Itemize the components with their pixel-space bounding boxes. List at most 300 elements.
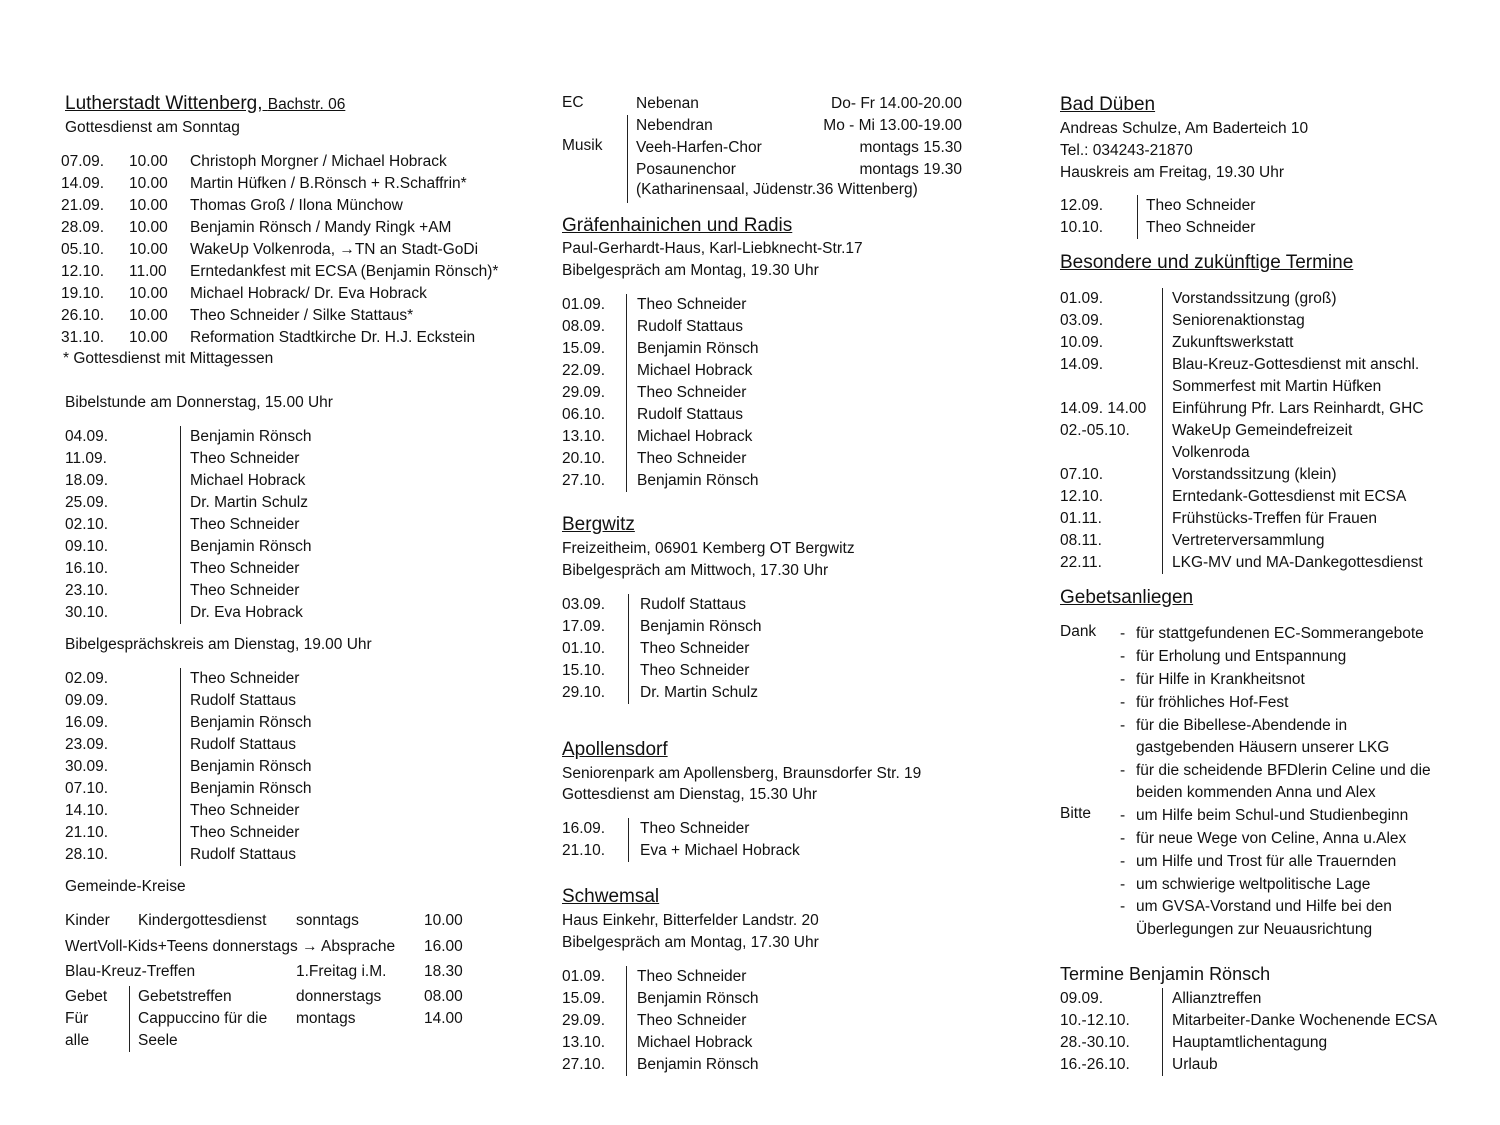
service-time: 10.00 xyxy=(129,307,168,324)
list-item xyxy=(1060,195,1480,217)
entry-date: 15.09. xyxy=(562,340,606,357)
service-date: 05.10. xyxy=(61,241,105,258)
termin-text: Vertreterversammlung xyxy=(1172,532,1325,549)
entry-name: Theo Schneider xyxy=(190,516,300,533)
entry-date: 23.10. xyxy=(65,582,109,599)
service-date: 14.09. xyxy=(61,175,105,192)
prayer-text: um schwierige weltpolitische Lage xyxy=(1136,876,1371,893)
termin-date: 12.10. xyxy=(1060,488,1104,505)
section-title-wittenberg xyxy=(65,93,345,115)
termin-date: 03.09. xyxy=(1060,312,1104,329)
entry-date: 27.10. xyxy=(562,1056,606,1073)
ec-row-time: montags 15.30 xyxy=(859,139,962,156)
list-item xyxy=(562,93,982,115)
service-date: 21.09. xyxy=(61,197,105,214)
list-item xyxy=(1060,1010,1480,1032)
list-item xyxy=(562,1054,982,1076)
list-item xyxy=(562,294,982,316)
list-item xyxy=(562,682,982,704)
entry-name: Benjamin Rönsch xyxy=(190,714,312,731)
prayer-line xyxy=(1060,828,1480,850)
list-item xyxy=(1060,552,1480,574)
service-time: 10.00 xyxy=(129,285,168,302)
service-time: 10.00 xyxy=(129,219,168,236)
entry-name: Benjamin Rönsch xyxy=(637,990,759,1007)
termin-text: Urlaub xyxy=(1172,1056,1218,1073)
list-item xyxy=(562,404,982,426)
kreise-title: Gemeinde-Kreise xyxy=(65,878,186,895)
entry-name: Benjamin Rönsch xyxy=(190,428,312,445)
entry-name: Theo Schneider xyxy=(190,560,300,577)
list-item xyxy=(1060,310,1480,332)
entry-date: 14.10. xyxy=(65,802,109,819)
entry-date: 02.09. xyxy=(65,670,109,687)
entry-date: 22.09. xyxy=(562,362,606,379)
termin-date: 10.-12.10. xyxy=(1060,1012,1130,1029)
termin-date: 01.11. xyxy=(1060,510,1102,527)
entry-date: 01.09. xyxy=(562,968,606,985)
prayer-dash: - xyxy=(1120,853,1126,870)
list-item xyxy=(60,305,530,327)
badduebn-subtitle: Hauskreis am Freitag, 19.30 Uhr xyxy=(1060,164,1284,181)
prayer-line xyxy=(1060,896,1480,918)
service-text: Reformation Stadtkirche Dr. H.J. Eckstein xyxy=(190,329,476,346)
list-item xyxy=(562,115,982,137)
prayer-dash: - xyxy=(1120,625,1126,642)
list-item xyxy=(1060,464,1480,486)
entry-date: 16.09. xyxy=(562,820,606,837)
service-date: 12.10. xyxy=(61,263,105,280)
entry-name: Theo Schneider xyxy=(637,384,747,401)
schwemsal-address: Haus Einkehr, Bitterfelder Landstr. 20 xyxy=(562,912,819,929)
gebet-label-2: Für xyxy=(65,1010,89,1027)
schwemsal-subtitle: Bibelgespräch am Montag, 17.30 Uhr xyxy=(562,934,819,951)
list-item xyxy=(1060,486,1480,508)
termin-date: 01.09. xyxy=(1060,290,1104,307)
entry-date: 20.10. xyxy=(562,450,606,467)
entry-name: Benjamin Rönsch xyxy=(637,1056,759,1073)
list-item xyxy=(60,536,530,558)
entry-name: Rudolf Stattaus xyxy=(190,692,296,709)
entry-name: Michael Hobrack xyxy=(190,472,306,489)
graefenhainichen-title: Gräfenhainichen und Radis xyxy=(562,215,793,236)
termin-text: Volkenroda xyxy=(1172,444,1250,461)
termin-date: 28.-30.10. xyxy=(1060,1034,1130,1051)
termin-text: Zukunftswerkstatt xyxy=(1172,334,1294,351)
entry-date: 12.09. xyxy=(1060,197,1104,214)
list-item xyxy=(562,660,982,682)
list-item xyxy=(1060,1054,1480,1076)
entry-name: Michael Hobrack xyxy=(637,1034,753,1051)
list-item xyxy=(562,1010,982,1032)
list-item xyxy=(60,844,530,866)
list-item xyxy=(60,283,530,305)
entry-date: 09.10. xyxy=(65,538,109,555)
service-date: 28.09. xyxy=(61,219,105,236)
cappuccino-name-1: Cappuccino für die xyxy=(138,1010,268,1027)
entry-name: Theo Schneider xyxy=(640,820,750,837)
entry-name: Rudolf Stattaus xyxy=(190,846,296,863)
list-item xyxy=(1060,442,1480,464)
entry-date: 17.09. xyxy=(562,618,606,635)
list-item xyxy=(1060,332,1480,354)
prayer-text: für Hilfe in Krankheitsnot xyxy=(1136,671,1305,688)
service-date: 26.10. xyxy=(61,307,105,324)
entry-name: Theo Schneider xyxy=(637,968,747,985)
entry-name: Theo Schneider xyxy=(190,824,300,841)
list-item xyxy=(562,840,982,862)
list-item xyxy=(60,327,530,349)
service-date: 07.09. xyxy=(61,153,105,170)
kreise-row-blaukreuz xyxy=(60,961,530,983)
prayer-line xyxy=(1060,805,1480,827)
list-item xyxy=(1060,530,1480,552)
entry-name: Theo Schneider xyxy=(640,640,750,657)
service-time: 10.00 xyxy=(129,329,168,346)
termin-text: Frühstücks-Treffen für Frauen xyxy=(1172,510,1378,527)
prayer-line xyxy=(1060,623,1480,645)
ec-row-name: Nebendran xyxy=(636,117,713,134)
prayer-line xyxy=(1060,692,1480,714)
entry-name: Benjamin Rönsch xyxy=(190,758,312,775)
list-item xyxy=(1060,508,1480,530)
service-time: 10.00 xyxy=(129,153,168,170)
entry-date: 30.10. xyxy=(65,604,109,621)
entry-name: Theo Schneider xyxy=(637,296,747,313)
list-item xyxy=(60,558,530,580)
entry-date: 06.10. xyxy=(562,406,606,423)
termin-date: 22.11. xyxy=(1060,554,1102,571)
service-text: Christoph Morgner / Michael Hobrack xyxy=(190,153,447,170)
list-item xyxy=(60,470,530,492)
musik-label: Musik xyxy=(562,137,603,154)
bitte-label: Bitte xyxy=(1060,805,1092,822)
graefenhainichen-subtitle: Bibelgespräch am Montag, 19.30 Uhr xyxy=(562,262,819,279)
termin-text: Mitarbeiter-Danke Wochenende ECSA xyxy=(1172,1012,1438,1029)
ec-label: EC xyxy=(562,94,584,111)
apollensdorf-address: Seniorenpark am Apollensberg, Braunsdorfer Str. 19 xyxy=(562,765,922,782)
list-item xyxy=(562,818,982,840)
list-item xyxy=(1060,398,1480,420)
prayer-text: für die Bibellese-Abendende in xyxy=(1136,717,1348,734)
list-item xyxy=(1060,1032,1480,1054)
entry-date: 08.09. xyxy=(562,318,606,335)
entry-date: 29.09. xyxy=(562,1012,606,1029)
entry-date: 25.09. xyxy=(65,494,109,511)
kreise-row-kinder xyxy=(60,910,530,932)
entry-date: 10.10. xyxy=(1060,219,1104,236)
list-item xyxy=(562,638,982,660)
list-item xyxy=(60,712,530,734)
list-item xyxy=(562,338,982,360)
prayer-line xyxy=(1060,669,1480,691)
service-time: 11.00 xyxy=(129,263,167,280)
service-text: Theo Schneider / Silke Stattaus* xyxy=(190,307,414,324)
termin-date: 14.09. 14.00 xyxy=(1060,400,1147,417)
prayer-dash: - xyxy=(1120,898,1126,915)
service-text: Michael Hobrack/ Dr. Eva Hobrack xyxy=(190,285,427,302)
entry-name: Rudolf Stattaus xyxy=(640,596,746,613)
prayer-line xyxy=(1060,715,1480,737)
entry-date: 01.10. xyxy=(562,640,606,657)
list-item xyxy=(60,239,530,261)
prayer-line xyxy=(1060,737,1480,759)
service-text: Erntedankfest mit ECSA (Benjamin Rönsch)* xyxy=(190,263,499,280)
list-item xyxy=(562,1032,982,1054)
entry-name: Rudolf Stattaus xyxy=(637,318,743,335)
prayer-text: für neue Wege von Celine, Anna u.Alex xyxy=(1136,830,1407,847)
list-item xyxy=(60,514,530,536)
cappuccino-time: 14.00 xyxy=(424,1010,463,1027)
prayer-text: für stattgefundenen EC-Sommerangebote xyxy=(1136,625,1424,642)
termin-date: 14.09. xyxy=(1060,356,1104,373)
service-time: 10.00 xyxy=(129,241,168,258)
ec-place: (Katharinensaal, Jüdenstr.36 Wittenberg) xyxy=(636,181,918,198)
prayer-text: um Hilfe beim Schul-und Studienbeginn xyxy=(1136,807,1409,824)
entry-date: 27.10. xyxy=(562,472,606,489)
entry-date: 04.09. xyxy=(65,428,109,445)
list-item xyxy=(60,756,530,778)
gebet-label-3: alle xyxy=(65,1032,90,1049)
ec-row-name: Posaunenchor xyxy=(636,161,736,178)
list-item xyxy=(562,470,982,492)
entry-name: Eva + Michael Hobrack xyxy=(640,842,800,859)
list-item xyxy=(562,448,982,470)
prayer-text: für die scheidende BFDlerin Celine und die xyxy=(1136,762,1431,779)
wertvoll-text: WertVoll-Kids+Teens donnerstags → Absprache xyxy=(65,938,396,955)
termin-text: WakeUp Gemeindefreizeit xyxy=(1172,422,1353,439)
blaukreuz-label: Blau-Kreuz-Treffen xyxy=(65,963,196,980)
list-item xyxy=(60,173,530,195)
entry-name: Dr. Martin Schulz xyxy=(190,494,309,511)
list-item xyxy=(562,360,982,382)
entry-date: 28.10. xyxy=(65,846,109,863)
ec-row-name: Nebenan xyxy=(636,95,699,112)
ec-row-name: Veeh-Harfen-Chor xyxy=(636,139,762,156)
service-text: WakeUp Volkenroda, →TN an Stadt-GoDi xyxy=(190,241,479,258)
wittenberg-title: Lutherstadt Wittenberg, xyxy=(65,93,263,114)
wittenberg-address: Bachstr. 06 xyxy=(267,96,346,113)
schwemsal-title: Schwemsal xyxy=(562,886,660,907)
termin-date: 16.-26.10. xyxy=(1060,1056,1130,1073)
entry-date: 16.09. xyxy=(65,714,109,731)
apollensdorf-subtitle: Gottesdienst am Dienstag, 15.30 Uhr xyxy=(562,786,818,803)
prayer-text: beiden kommenden Anna und Alex xyxy=(1136,784,1376,801)
dank-label: Dank xyxy=(1060,623,1097,640)
prayer-dash: - xyxy=(1120,762,1126,779)
list-item xyxy=(60,734,530,756)
entry-date: 16.10. xyxy=(65,560,109,577)
kreise-row-wertvoll xyxy=(60,936,530,958)
prayer-line xyxy=(1060,646,1480,668)
blaukreuz-day: 1.Freitag i.M. xyxy=(296,963,387,980)
gebet-day: donnerstags xyxy=(296,988,382,1005)
list-item xyxy=(562,137,982,159)
prayer-dash: - xyxy=(1120,694,1126,711)
gebetsanliegen-title: Gebetsanliegen xyxy=(1060,587,1194,608)
kinder-label: Kinder xyxy=(65,912,110,929)
list-item xyxy=(60,261,530,283)
entry-date: 15.09. xyxy=(562,990,606,1007)
list-item xyxy=(562,159,982,181)
termin-text: LKG-MV und MA-Dankegottesdienst xyxy=(1172,554,1423,571)
service-time: 10.00 xyxy=(129,197,168,214)
graefenhainichen-address: Paul-Gerhardt-Haus, Karl-Liebknecht-Str.17 xyxy=(562,240,863,257)
list-item xyxy=(562,966,982,988)
entry-name: Benjamin Rönsch xyxy=(640,618,762,635)
list-item xyxy=(562,616,982,638)
entry-name: Rudolf Stattaus xyxy=(190,736,296,753)
entry-name: Dr. Eva Hobrack xyxy=(190,604,303,621)
entry-date: 02.10. xyxy=(65,516,109,533)
entry-date: 13.10. xyxy=(562,1034,606,1051)
gespraechskreis-title: Bibelgesprächskreis am Dienstag, 19.00 Uhr xyxy=(65,636,372,653)
prayer-dash: - xyxy=(1120,671,1126,688)
termin-text: Erntedank-Gottesdienst mit ECSA xyxy=(1172,488,1407,505)
gebet-name: Gebetstreffen xyxy=(138,988,232,1005)
wittenberg-subtitle: Gottesdienst am Sonntag xyxy=(65,119,240,136)
service-text: Thomas Groß / Ilona Münchow xyxy=(190,197,403,214)
cappuccino-name-2: Seele xyxy=(138,1032,178,1049)
bergwitz-address: Freizeitheim, 06901 Kemberg OT Bergwitz xyxy=(562,540,855,557)
entry-date: 30.09. xyxy=(65,758,109,775)
ec-row-time: montags 19.30 xyxy=(859,161,962,178)
wittenberg-footnote: * Gottesdienst mit Mittagessen xyxy=(63,350,274,367)
service-date: 19.10. xyxy=(61,285,105,302)
list-item xyxy=(60,426,530,448)
list-item xyxy=(60,580,530,602)
entry-date: 21.10. xyxy=(562,842,606,859)
entry-name: Benjamin Rönsch xyxy=(190,538,312,555)
entry-name: Theo Schneider xyxy=(190,802,300,819)
termin-text: Blau-Kreuz-Gottesdienst mit anschl. xyxy=(1172,356,1420,373)
service-date: 31.10. xyxy=(61,329,105,346)
list-item xyxy=(562,988,982,1010)
bergwitz-title: Bergwitz xyxy=(562,514,635,535)
entry-date: 09.09. xyxy=(65,692,109,709)
prayer-line xyxy=(1060,919,1480,941)
list-item xyxy=(1060,376,1480,398)
list-item xyxy=(60,668,530,690)
prayer-dash: - xyxy=(1120,648,1126,665)
list-item xyxy=(60,602,530,624)
badduebn-phone: Tel.: 034243-21870 xyxy=(1060,142,1193,159)
termin-text: Hauptamtlichentagung xyxy=(1172,1034,1328,1051)
prayer-line xyxy=(1060,874,1480,896)
prayer-dash: - xyxy=(1120,807,1126,824)
termin-text: Vorstandssitzung (groß) xyxy=(1172,290,1337,307)
entry-name: Theo Schneider xyxy=(190,450,300,467)
service-text: Benjamin Rönsch / Mandy Ringk +AM xyxy=(190,219,452,236)
entry-name: Theo Schneider xyxy=(1146,197,1256,214)
kinder-name: Kindergottesdienst xyxy=(138,912,267,929)
list-item xyxy=(60,778,530,800)
list-item xyxy=(562,426,982,448)
entry-name: Rudolf Stattaus xyxy=(637,406,743,423)
prayer-text: um GVSA-Vorstand und Hilfe bei den xyxy=(1136,898,1392,915)
list-item xyxy=(1060,420,1480,442)
termin-date: 08.11. xyxy=(1060,532,1102,549)
entry-name: Michael Hobrack xyxy=(637,428,753,445)
entry-date: 29.10. xyxy=(562,684,606,701)
wertvoll-time: 16.00 xyxy=(424,938,463,955)
list-item xyxy=(1060,354,1480,376)
service-time: 10.00 xyxy=(129,175,168,192)
list-item xyxy=(60,822,530,844)
list-item xyxy=(60,448,530,470)
kinder-day: sonntags xyxy=(296,912,359,929)
badduebn-address: Andreas Schulze, Am Baderteich 10 xyxy=(1060,120,1309,137)
list-item xyxy=(60,151,530,173)
apollensdorf-title: Apollensdorf xyxy=(562,739,668,760)
termin-date: 07.10. xyxy=(1060,466,1104,483)
bergwitz-subtitle: Bibelgespräch am Mittwoch, 17.30 Uhr xyxy=(562,562,829,579)
termin-text: Seniorenaktionstag xyxy=(1172,312,1305,329)
ec-row-time: Do- Fr 14.00-20.00 xyxy=(831,95,962,112)
list-item xyxy=(60,690,530,712)
bibelstunde-title: Bibelstunde am Donnerstag, 15.00 Uhr xyxy=(65,394,333,411)
termine-title: Besondere und zukünftige Termine xyxy=(1060,252,1354,273)
entry-name: Theo Schneider xyxy=(190,670,300,687)
prayer-dash: - xyxy=(1120,876,1126,893)
termin-text: Vorstandssitzung (klein) xyxy=(1172,466,1337,483)
entry-date: 11.09. xyxy=(65,450,107,467)
kreise-row-cappuccino xyxy=(60,1008,530,1030)
entry-name: Dr. Martin Schulz xyxy=(640,684,759,701)
kinder-time: 10.00 xyxy=(424,912,463,929)
entry-name: Benjamin Rönsch xyxy=(637,340,759,357)
prayer-text: Überlegungen zur Neuausrichtung xyxy=(1136,921,1373,938)
list-item xyxy=(60,195,530,217)
entry-name: Michael Hobrack xyxy=(637,362,753,379)
blaukreuz-time: 18.30 xyxy=(424,963,463,980)
entry-name: Theo Schneider xyxy=(190,582,300,599)
entry-name: Benjamin Rönsch xyxy=(190,780,312,797)
entry-date: 29.09. xyxy=(562,384,606,401)
prayer-line xyxy=(1060,851,1480,873)
termin-text: Allianztreffen xyxy=(1172,990,1262,1007)
service-text: Martin Hüfken / B.Rönsch + R.Schaffrin* xyxy=(190,175,467,192)
prayer-text: gastgebenden Häusern unserer LKG xyxy=(1136,739,1390,756)
termin-text: Einführung Pfr. Lars Reinhardt, GHC xyxy=(1172,400,1424,417)
list-item xyxy=(562,594,982,616)
prayer-dash: - xyxy=(1120,830,1126,847)
prayer-dash: - xyxy=(1120,717,1126,734)
prayer-text: für fröhliches Hof-Fest xyxy=(1136,694,1289,711)
badduebn-title: Bad Düben xyxy=(1060,94,1156,115)
entry-name: Theo Schneider xyxy=(637,450,747,467)
entry-date: 03.09. xyxy=(562,596,606,613)
list-item xyxy=(60,800,530,822)
entry-date: 01.09. xyxy=(562,296,606,313)
kreise-row-cappuccino-2 xyxy=(60,1030,530,1052)
entry-date: 13.10. xyxy=(562,428,606,445)
list-item xyxy=(60,492,530,514)
entry-date: 23.09. xyxy=(65,736,109,753)
list-item xyxy=(562,316,982,338)
prayer-text: um Hilfe und Trost für alle Trauernden xyxy=(1136,853,1397,870)
benjamin-title: Termine Benjamin Rönsch xyxy=(1060,964,1271,984)
cappuccino-day: montags xyxy=(296,1010,356,1027)
ec-row-time: Mo - Mi 13.00-19.00 xyxy=(823,117,962,134)
entry-name: Theo Schneider xyxy=(637,1012,747,1029)
termin-text: Sommerfest mit Martin Hüfken xyxy=(1172,378,1382,395)
entry-name: Theo Schneider xyxy=(1146,219,1256,236)
entry-date: 21.10. xyxy=(65,824,109,841)
termin-date: 10.09. xyxy=(1060,334,1104,351)
entry-date: 18.09. xyxy=(65,472,109,489)
termin-date: 02.-05.10. xyxy=(1060,422,1130,439)
